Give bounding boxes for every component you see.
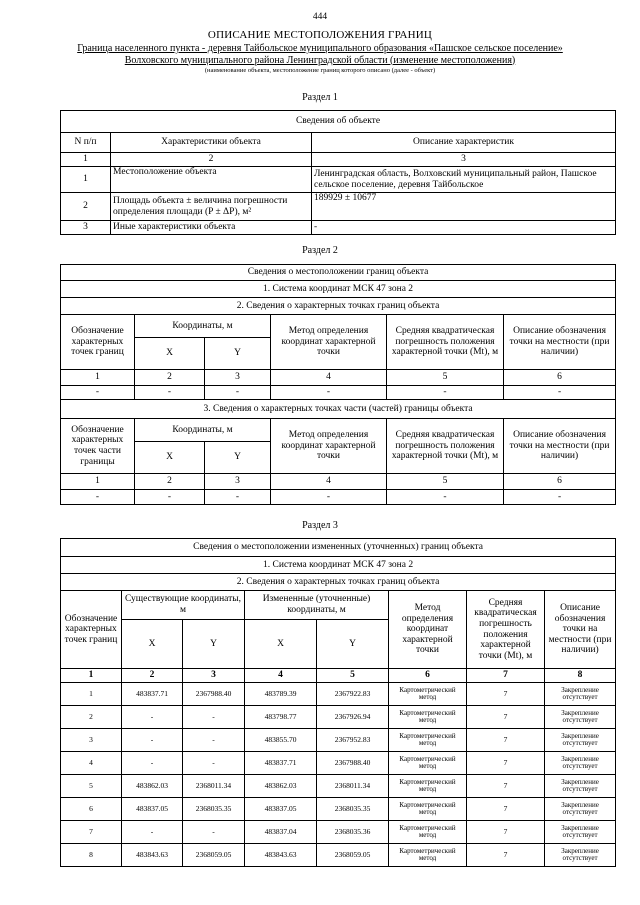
section-3-label: Раздел 3 [302, 520, 338, 531]
col-number: 2 [135, 474, 205, 490]
point-number: 1 [61, 683, 122, 706]
col-number: 4 [271, 370, 387, 386]
subtitle-line-2: Волховского муниципального района Ленинградской области (изменение местоположения) [124, 54, 516, 66]
hdr-error: Средняя квадратическая погрешность положения характерной точки (Mt), м [467, 591, 545, 669]
point-description: Закрепление отсутствует [545, 729, 616, 752]
point-method: Картометрический метод [389, 798, 467, 821]
hdr-changed-y: Y [317, 620, 389, 669]
table-cell: - [504, 386, 616, 400]
hdr-y: Y [205, 338, 271, 370]
point-error: 7 [467, 821, 545, 844]
changed-y: 2367922.83 [317, 683, 389, 706]
characteristic-value: - [312, 221, 616, 235]
hdr-error: Средняя квадратическая погрешность положения характерной точки (Mt), м [387, 315, 504, 370]
col-number: 1 [61, 474, 135, 490]
existing-y: 2368059.05 [183, 844, 245, 867]
existing-x: 483843.63 [122, 844, 183, 867]
existing-x: - [122, 706, 183, 729]
table-row [61, 798, 616, 821]
point-error: 7 [467, 683, 545, 706]
changed-x: 483837.04 [245, 821, 317, 844]
document-title: ОПИСАНИЕ МЕСТОПОЛОЖЕНИЯ ГРАНИЦ [207, 29, 433, 41]
changed-x: 483862.03 [245, 775, 317, 798]
hdr-existing-x: X [122, 620, 183, 669]
col-header-description: Описание характеристик [312, 133, 616, 153]
table-cell: - [205, 490, 271, 505]
point-number: 7 [61, 821, 122, 844]
col-number: 8 [545, 669, 616, 683]
table-row [61, 729, 616, 752]
point-description: Закрепление отсутствует [545, 798, 616, 821]
point-number: 3 [61, 729, 122, 752]
part-points-subheader: 3. Сведения о характерных точках части (частей) границы объекта [61, 400, 616, 419]
hdr-changed-coordinates: Измененные (уточненные) координаты, м [245, 591, 389, 620]
col-header-characteristic: Характеристики объекта [111, 133, 312, 153]
subtitle-caption: (наименование объекта, местоположение границ которого описано (далее - объект) [204, 67, 436, 74]
column-numbers-row [61, 474, 616, 490]
col-number: 7 [467, 669, 545, 683]
point-description: Закрепление отсутствует [545, 775, 616, 798]
hdr-coordinates: Координаты, м [135, 315, 271, 338]
col-number: 4 [271, 474, 387, 490]
col-number: 6 [504, 474, 616, 490]
characteristic-value: Ленинградская область, Волховский муниципальный район, Пашское сельское поселение, деревня Тайбольское [312, 167, 616, 193]
row-number: 1 [61, 167, 111, 193]
point-error: 7 [467, 798, 545, 821]
col-number: 3 [183, 669, 245, 683]
point-method: Картометрический метод [389, 752, 467, 775]
changed-x: 483837.71 [245, 752, 317, 775]
table-row [61, 706, 616, 729]
point-method: Картометрический метод [389, 775, 467, 798]
boundary-location-table [60, 264, 616, 505]
point-number: 2 [61, 706, 122, 729]
existing-x: - [122, 821, 183, 844]
characteristic-name: Иные характеристики объекта [111, 221, 312, 235]
table-row [61, 752, 616, 775]
hdr-y: Y [205, 442, 271, 474]
col-number: 3 [205, 370, 271, 386]
col-number: 1 [61, 153, 111, 167]
existing-x: 483837.71 [122, 683, 183, 706]
hdr-designation: Обозначение характерных точек границ [61, 315, 135, 370]
changed-y: 2368011.34 [317, 775, 389, 798]
page-number: 444 [312, 12, 328, 22]
hdr-changed-x: X [245, 620, 317, 669]
hdr-description: Описание обозначения точки на местности (при наличии) [545, 591, 616, 669]
col-number: 3 [205, 474, 271, 490]
existing-y: 2367988.40 [183, 683, 245, 706]
table-row [61, 844, 616, 867]
characteristic-name: Площадь объекта ± величина погрешности определения площади (P ± ΔP), м² [111, 193, 312, 221]
point-method: Картометрический метод [389, 821, 467, 844]
changed-boundary-header: Сведения о местоположении измененных (уточненных) границ объекта [61, 539, 616, 557]
existing-x: - [122, 752, 183, 775]
table-row [61, 386, 616, 400]
section-1-label: Раздел 1 [302, 92, 338, 103]
changed-x: 483843.63 [245, 844, 317, 867]
point-method: Картометрический метод [389, 706, 467, 729]
point-error: 7 [467, 775, 545, 798]
point-description: Закрепление отсутствует [545, 821, 616, 844]
object-info-table [60, 110, 616, 235]
hdr-x: X [135, 338, 205, 370]
hdr-description: Описание обозначения точки на местности (при наличии) [504, 315, 616, 370]
hdr-method: Метод определения координат характерной точки [389, 591, 467, 669]
table-cell: - [271, 490, 387, 505]
characteristic-name: Местоположение объекта [111, 167, 312, 193]
col-number: 6 [504, 370, 616, 386]
boundary-location-header: Сведения о местоположении границ объекта [61, 265, 616, 281]
point-description: Закрепление отсутствует [545, 706, 616, 729]
point-method: Картометрический метод [389, 683, 467, 706]
changed-x: 483855.70 [245, 729, 317, 752]
existing-y: 2368011.34 [183, 775, 245, 798]
hdr-existing-coordinates: Существующие координаты, м [122, 591, 245, 620]
characteristic-value: 189929 ± 10677 [312, 193, 616, 221]
col-number: 6 [389, 669, 467, 683]
subtitle-line-1: Граница населенного пункта - деревня Тайбольское муниципального образования «Пашское сельское поселение» [77, 43, 563, 54]
point-number: 4 [61, 752, 122, 775]
row-number: 3 [61, 221, 111, 235]
point-number: 6 [61, 798, 122, 821]
col-number: 2 [135, 370, 205, 386]
changed-boundary-table [60, 538, 616, 867]
hdr-coordinates: Координаты, м [135, 419, 271, 442]
changed-y: 2367988.40 [317, 752, 389, 775]
point-description: Закрепление отсутствует [545, 844, 616, 867]
table-row [61, 775, 616, 798]
col-number: 5 [317, 669, 389, 683]
changed-y: 2367952.83 [317, 729, 389, 752]
point-method: Картометрический метод [389, 729, 467, 752]
points-subheader: 2. Сведения о характерных точках границ объекта [61, 574, 616, 591]
existing-y: - [183, 821, 245, 844]
hdr-description: Описание обозначения точки на местности (при наличии) [504, 419, 616, 474]
object-info-header: Сведения об объекте [61, 111, 616, 133]
col-number: 1 [61, 669, 122, 683]
column-numbers-row [61, 669, 616, 683]
existing-x: 483837.05 [122, 798, 183, 821]
points-subheader: 2. Сведения о характерных точках границ объекта [61, 298, 616, 315]
col-number: 5 [387, 370, 504, 386]
existing-x: - [122, 729, 183, 752]
table-row [61, 683, 616, 706]
point-description: Закрепление отсутствует [545, 752, 616, 775]
hdr-error: Средняя квадратическая погрешность положения характерной точки (Mt), м [387, 419, 504, 474]
col-header-number: N п/п [61, 133, 111, 153]
coordinate-system: 1. Система координат МСК 47 зона 2 [61, 557, 616, 574]
table-row [61, 490, 616, 505]
table-cell: - [135, 490, 205, 505]
coordinate-system: 1. Система координат МСК 47 зона 2 [61, 281, 616, 298]
point-method: Картометрический метод [389, 844, 467, 867]
table-cell: - [61, 490, 135, 505]
table-cell: - [135, 386, 205, 400]
point-error: 7 [467, 844, 545, 867]
col-number: 5 [387, 474, 504, 490]
table-cell: - [61, 386, 135, 400]
hdr-method: Метод определения координат характерной точки [271, 315, 387, 370]
table-row [61, 821, 616, 844]
changed-y: 2368035.35 [317, 798, 389, 821]
table-cell: - [504, 490, 616, 505]
hdr-x: X [135, 442, 205, 474]
changed-y: 2368059.05 [317, 844, 389, 867]
point-number: 8 [61, 844, 122, 867]
document-subtitle [40, 43, 600, 66]
hdr-designation: Обозначение характерных точек границ [61, 591, 122, 669]
point-description: Закрепление отсутствует [545, 683, 616, 706]
existing-y: - [183, 729, 245, 752]
hdr-existing-y: Y [183, 620, 245, 669]
col-number: 1 [61, 370, 135, 386]
changed-y: 2368035.36 [317, 821, 389, 844]
point-error: 7 [467, 729, 545, 752]
hdr-method: Метод определения координат характерной точки [271, 419, 387, 474]
col-number: 3 [312, 153, 616, 167]
changed-x: 483789.39 [245, 683, 317, 706]
row-number: 2 [61, 193, 111, 221]
hdr-designation-part: Обозначение характерных точек части границы [61, 419, 135, 474]
point-error: 7 [467, 752, 545, 775]
changed-x: 483837.05 [245, 798, 317, 821]
table-cell: - [271, 386, 387, 400]
changed-y: 2367926.94 [317, 706, 389, 729]
existing-y: - [183, 752, 245, 775]
table-cell: - [205, 386, 271, 400]
table-cell: - [387, 490, 504, 505]
col-number: 2 [111, 153, 312, 167]
col-number: 2 [122, 669, 183, 683]
section-2-label: Раздел 2 [302, 245, 338, 256]
existing-y: 2368035.35 [183, 798, 245, 821]
point-number: 5 [61, 775, 122, 798]
existing-x: 483862.03 [122, 775, 183, 798]
point-error: 7 [467, 706, 545, 729]
existing-y: - [183, 706, 245, 729]
col-number: 4 [245, 669, 317, 683]
column-numbers-row [61, 370, 616, 386]
table-cell: - [387, 386, 504, 400]
changed-x: 483798.77 [245, 706, 317, 729]
